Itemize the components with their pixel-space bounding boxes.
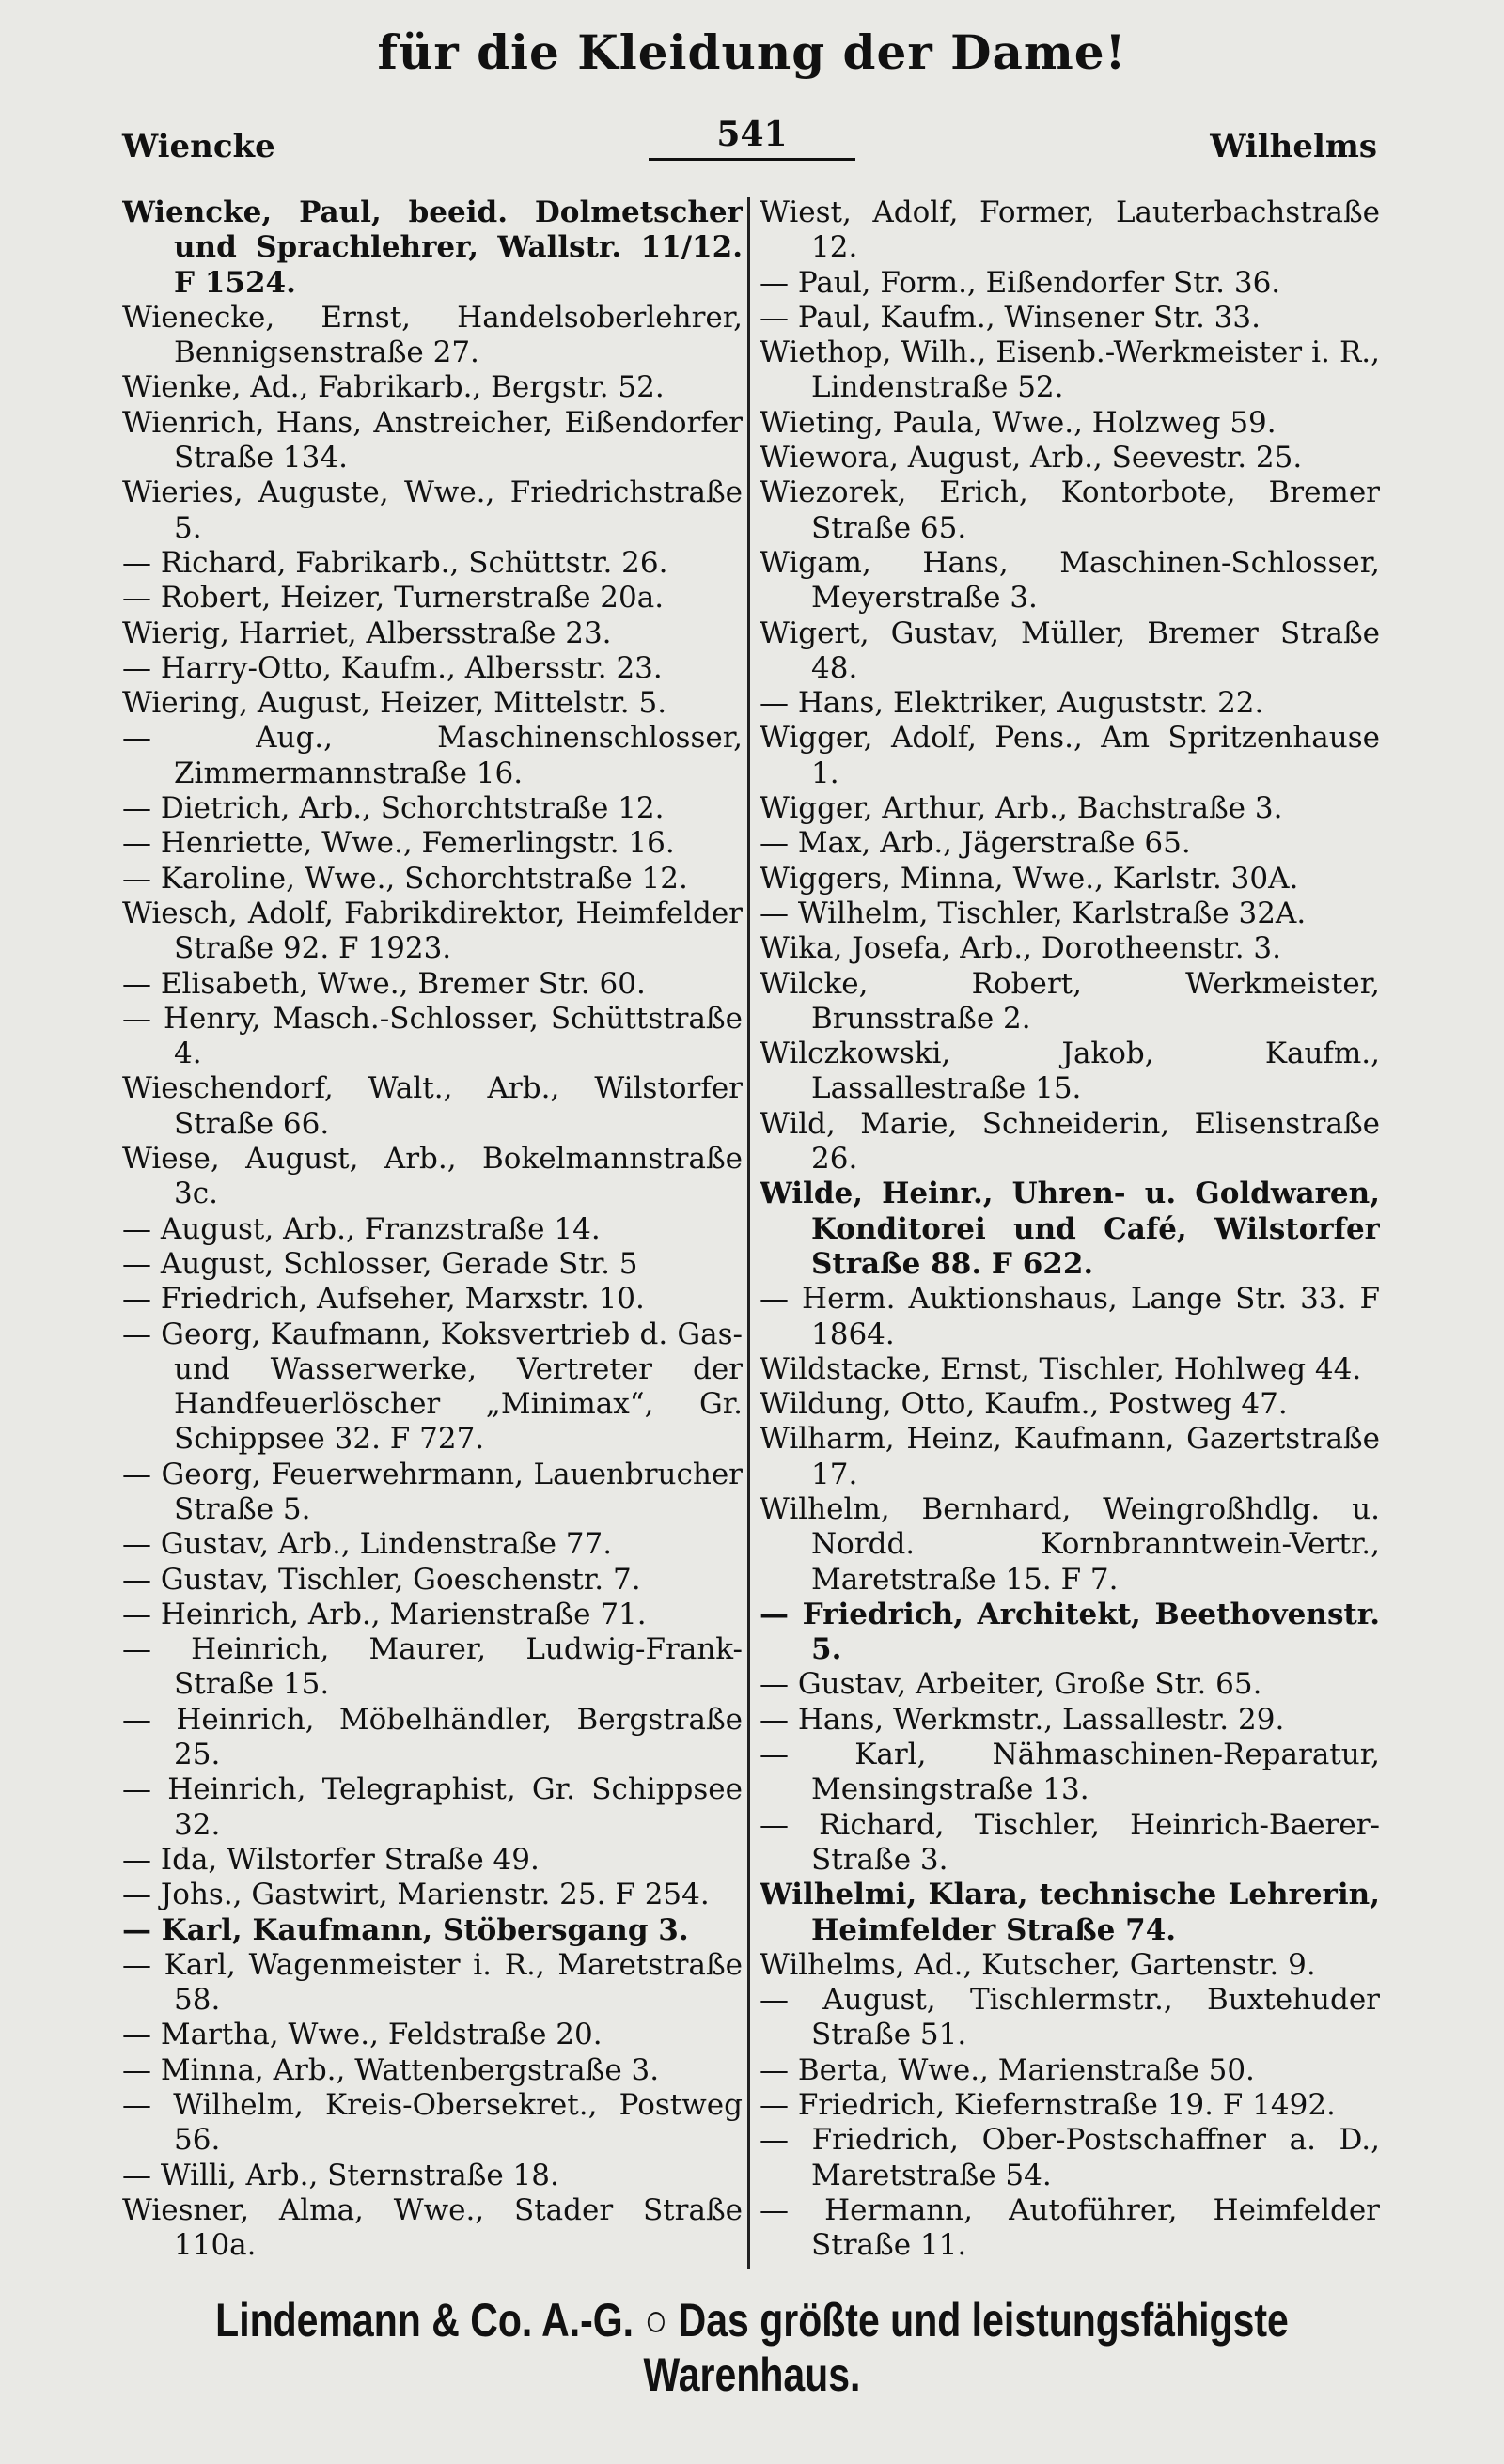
directory-entry: Wigam, Hans, Maschinen-Schlosser, Meyerstraße 3. <box>760 545 1380 616</box>
directory-entry: Wiese, August, Arb., Bokelmannstraße 3c. <box>122 1142 743 1211</box>
directory-entry: Wiewora, August, Arb., Seevestr. 25. <box>760 441 1303 476</box>
directory-entry: — Karoline, Wwe., Schorchtstraße 12. <box>122 861 688 896</box>
directory-entry: Wilharm, Heinz, Kaufmann, Gazertstraße 17. <box>760 1422 1380 1491</box>
directory-entry: — Wilhelm, Kreis-Obersekret., Postweg 56. <box>122 2088 743 2158</box>
directory-entry: — Wilhelm, Tischler, Karlstraße 32A. <box>760 896 1307 930</box>
directory-entry: — Minna, Arb., Wattenbergstraße 3. <box>122 2052 660 2087</box>
directory-entry: — Paul, Kaufm., Winsener Str. 33. <box>760 300 1261 335</box>
directory-entry: Wiezorek, Erich, Kontorbote, Bremer Straße 65. <box>760 476 1380 545</box>
directory-entry: — August, Tischlermstr., Buxtehuder Straße 51. <box>760 1983 1380 2052</box>
directory-entry: Wildstacke, Ernst, Tischler, Hohlweg 44. <box>760 1351 1362 1386</box>
directory-entry: — Willi, Arb., Sternstraße 18. <box>122 2158 559 2192</box>
directory-entry: — Aug., Maschinenschlosser, Zimmermannstraße 16. <box>122 721 743 790</box>
directory-entry: — Johs., Gastwirt, Marienstr. 25. F 254. <box>122 1878 710 1912</box>
directory-entry: Wildung, Otto, Kaufm., Postweg 47. <box>760 1387 1288 1422</box>
directory-entry: — Martha, Wwe., Feldstraße 20. <box>122 2018 603 2052</box>
directory-entry: Wiethop, Wilh., Eisenb.-Werkmeister i. R., Lindenstraße 52. <box>760 335 1380 405</box>
directory-entry: Wilhelms, Ad., Kutscher, Gartenstr. 9. <box>760 1947 1316 1982</box>
directory-entry: — Richard, Fabrikarb., Schüttstr. 26. <box>122 545 668 580</box>
directory-entry: — Friedrich, Architekt, Beethovenstr. 5. <box>760 1597 1380 1667</box>
directory-entry: — Herm. Auktionshaus, Lange Str. 33. F 1864. <box>760 1282 1380 1351</box>
top-advertisement: für die Kleidung der Dame! <box>377 24 1127 80</box>
directory-entry: — Heinrich, Möbelhändler, Bergstraße 25. <box>122 1702 743 1772</box>
directory-entry: Wigger, Arthur, Arb., Bachstraße 3. <box>760 791 1283 826</box>
directory-entry: — Henriette, Wwe., Femerlingstr. 16. <box>122 826 675 861</box>
directory-entry: Wienrich, Hans, Anstreicher, Eißendorfer Straße 134. <box>122 405 743 476</box>
directory-entry: Wigert, Gustav, Müller, Bremer Straße 48. <box>760 616 1380 685</box>
directory-entry: Wienke, Ad., Fabrikarb., Bergstr. 52. <box>122 370 665 405</box>
directory-entry: — Friedrich, Aufseher, Marxstr. 10. <box>122 1282 645 1317</box>
directory-entry: — Gustav, Arbeiter, Große Str. 65. <box>760 1667 1262 1702</box>
directory-entry: — Hans, Elektriker, Auguststr. 22. <box>760 686 1264 721</box>
directory-entry: — Dietrich, Arb., Schorchtstraße 12. <box>122 791 665 826</box>
directory-entry: Wilhelm, Bernhard, Weingroßhdlg. u. Nordd. Kornbranntwein-Vertr., Maretstraße 15. F 7. <box>760 1491 1380 1597</box>
directory-entry: Wiering, August, Heizer, Mittelstr. 5. <box>122 686 667 721</box>
directory-entry: — Paul, Form., Eißendorfer Str. 36. <box>760 265 1281 300</box>
directory-entry: Wilde, Heinr., Uhren- u. Goldwaren, Konditorei und Café, Wilstorfer Straße 88. F 622. <box>760 1177 1380 1281</box>
directory-entry: — August, Schlosser, Gerade Str. 5 <box>122 1246 638 1281</box>
directory-entry: Wilcke, Robert, Werkmeister, Brunsstraße 2. <box>760 966 1380 1036</box>
directory-entry: — Heinrich, Telegraphist, Gr. Schippsee 32. <box>122 1772 743 1842</box>
directory-entry: Wierig, Harriet, Albersstraße 23. <box>122 616 612 650</box>
directory-entry: — Friedrich, Ober-Postschaffner a. D., Maretstraße 54. <box>760 2123 1380 2192</box>
directory-entry: — Max, Arb., Jägerstraße 65. <box>760 826 1191 861</box>
directory-entry: — Heinrich, Maurer, Ludwig-Frank-Straße 15. <box>122 1632 743 1702</box>
left-column <box>122 195 743 2263</box>
directory-entry: — Georg, Kaufmann, Koksvertrieb d. Gas- und Wasserwerke, Vertreter der Handfeuerlöscher „Minimax“, Gr. Schippsee 32. F 727. <box>122 1317 743 1457</box>
directory-entry: — Heinrich, Arb., Marienstraße 71. <box>122 1597 647 1631</box>
directory-entry: — Harry-Otto, Kaufm., Albersstr. 23. <box>122 650 663 685</box>
directory-entry: — Karl, Wagenmeister i. R., Maretstraße 58. <box>122 1947 743 2018</box>
directory-entry: — Berta, Wwe., Marienstraße 50. <box>760 2052 1255 2087</box>
running-head-left: Wiencke <box>122 128 275 165</box>
directory-entry: Wieting, Paula, Wwe., Holzweg 59. <box>760 405 1277 440</box>
directory-entry: — Friedrich, Kiefernstraße 19. F 1492. <box>760 2088 1336 2123</box>
directory-entry: Wigger, Adolf, Pens., Am Spritzenhause 1. <box>760 721 1380 790</box>
running-head-right: Wilhelms <box>1210 128 1377 165</box>
directory-entry: — Hermann, Autoführer, Heimfelder Straße 11. <box>760 2192 1380 2263</box>
directory-entry: — Gustav, Tischler, Goeschenstr. 7. <box>122 1562 641 1597</box>
directory-entry: Wilhelmi, Klara, technische Lehrerin, Heimfelder Straße 74. <box>760 1878 1380 1947</box>
directory-entry: Wika, Josefa, Arb., Dorotheenstr. 3. <box>760 931 1281 966</box>
directory-entry: — Henry, Masch.-Schlosser, Schüttstraße 4. <box>122 1001 743 1071</box>
directory-entry: Wilczkowski, Jakob, Kaufm., Lassallestraße 15. <box>760 1037 1380 1106</box>
directory-entry: — Georg, Feuerwehrmann, Lauenbrucher Straße 5. <box>122 1457 743 1526</box>
column-divider <box>747 197 750 2269</box>
directory-entry: Wild, Marie, Schneiderin, Elisenstraße 26. <box>760 1106 1380 1177</box>
directory-entry: Wiesner, Alma, Wwe., Stader Straße 110a. <box>122 2192 743 2263</box>
bottom-advertisement: Lindemann & Co. A.-G. ○ Das größte und leistungsfähigste Warenhaus. <box>215 2294 1289 2401</box>
directory-entry: — Ida, Wilstorfer Straße 49. <box>122 1842 540 1877</box>
page-number: 541 <box>649 115 855 161</box>
directory-entry: Wiggers, Minna, Wwe., Karlstr. 30A. <box>760 861 1299 896</box>
directory-entry: — Karl, Kaufmann, Stöbersgang 3. <box>122 1912 689 1947</box>
running-head <box>122 115 1377 171</box>
directory-entry: — August, Arb., Franzstraße 14. <box>122 1211 601 1246</box>
directory-entry: Wieschendorf, Walt., Arb., Wilstorfer Straße 66. <box>122 1071 743 1141</box>
directory-entry: — Hans, Werkmstr., Lassallestr. 29. <box>760 1702 1285 1737</box>
directory-entry: Wieries, Auguste, Wwe., Friedrichstraße 5. <box>122 476 743 545</box>
directory-entry: — Richard, Tischler, Heinrich-Baerer-Straße 3. <box>760 1807 1380 1877</box>
directory-entry: Wienecke, Ernst, Handelsoberlehrer, Bennigsenstraße 27. <box>122 300 743 370</box>
directory-entry: — Karl, Nähmaschinen-Reparatur, Mensingstraße 13. <box>760 1738 1380 1807</box>
directory-entry: Wiest, Adolf, Former, Lauterbachstraße 12. <box>760 195 1380 265</box>
directory-entry: — Gustav, Arb., Lindenstraße 77. <box>122 1527 613 1562</box>
right-column <box>760 195 1380 2263</box>
directory-entry: Wiencke, Paul, beeid. Dolmetscher und Sprachlehrer, Wallstr. 11/12. F 1524. <box>122 195 743 300</box>
directory-entry: Wiesch, Adolf, Fabrikdirektor, Heimfelder Straße 92. F 1923. <box>122 896 743 966</box>
directory-entry: — Elisabeth, Wwe., Bremer Str. 60. <box>122 966 646 1001</box>
directory-entry: — Robert, Heizer, Turnerstraße 20a. <box>122 581 665 616</box>
